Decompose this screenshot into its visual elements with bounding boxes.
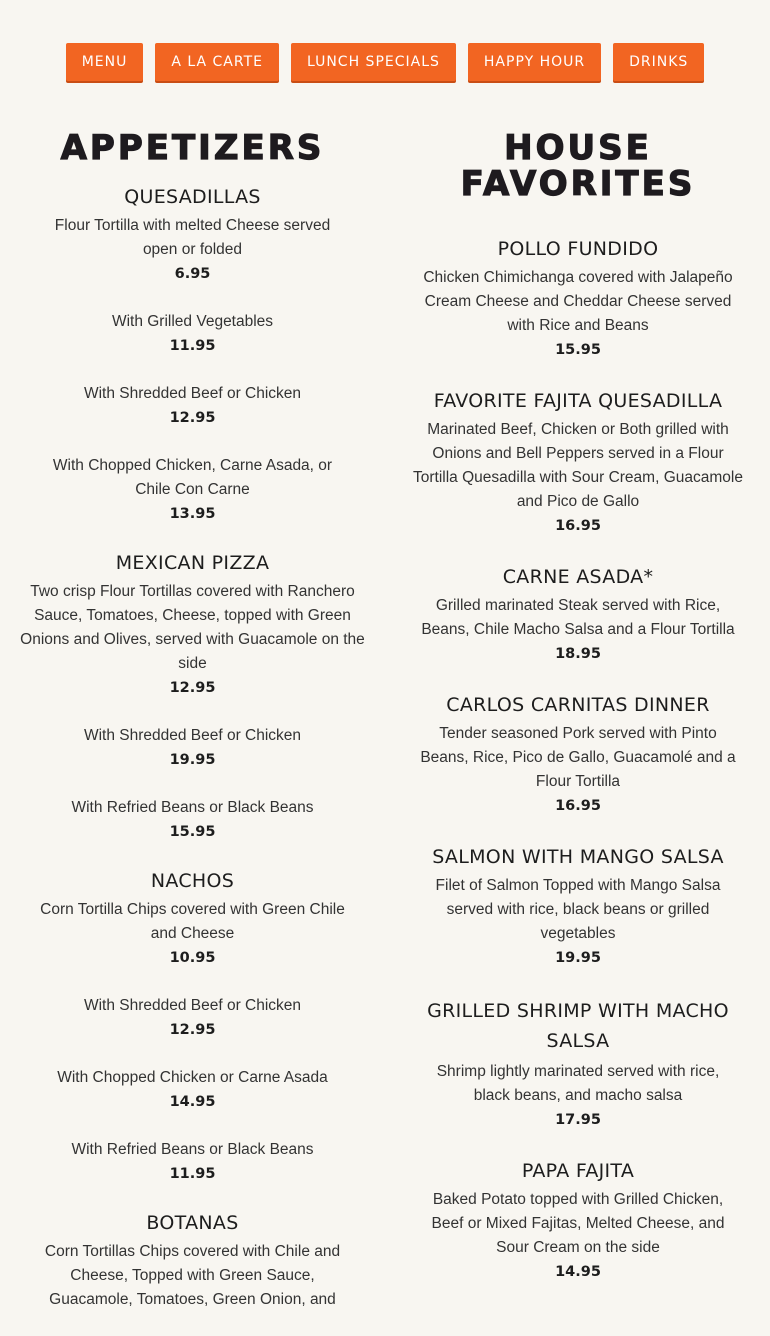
- item-name: QUESADILLAS: [124, 186, 261, 208]
- item-description: Grilled marinated Steak served with Rice, Beans, Chile Macho Salsa and a Flour Tortilla: [421, 597, 735, 638]
- menu-item-nachos: [20, 868, 365, 1186]
- item-variant: [20, 310, 365, 358]
- item-name: BOTANAS: [146, 1212, 239, 1234]
- menu-item-mexican-pizza: [20, 550, 365, 844]
- item-description: Two crisp Flour Tortillas covered with Ranchero Sauce, Tomatoes, Cheese, topped with Green Onions and Olives, served with Guacamole on the side: [20, 583, 365, 672]
- item-variant: [20, 724, 365, 772]
- variant-description: With Shredded Beef or Chicken: [83, 727, 302, 744]
- item-price: 14.95: [555, 1264, 601, 1280]
- item-description: Flour Tortilla with melted Cheese served open or folded: [54, 217, 331, 258]
- title-line: FAVORITES: [460, 164, 696, 204]
- variant-description: With Chopped Chicken, Carne Asada, or Chile Con Carne: [52, 457, 333, 498]
- appetizers-section: [20, 130, 365, 1336]
- item-variant: [20, 1066, 365, 1114]
- menu-item-carlos-carnitas-dinner: [408, 692, 748, 818]
- item-name: CARNE ASADA*: [502, 566, 654, 588]
- variant-price: 13.95: [169, 506, 216, 522]
- item-description: Tender seasoned Pork served with Pinto Beans, Rice, Pico de Gallo, Guacamolé and a Flour Tortilla: [420, 725, 736, 790]
- item-variant: [20, 796, 365, 844]
- house-favorites-title: [408, 130, 748, 202]
- item-name: SALMON WITH MANGO SALSA: [432, 846, 724, 868]
- variant-price: 14.95: [169, 1094, 216, 1110]
- variant-price: 19.95: [169, 752, 216, 768]
- item-name: GRILLED SHRIMP WITH MACHO SALSA: [427, 1000, 729, 1052]
- item-description: Filet of Salmon Topped with Mango Salsa served with rice, black beans or grilled vegetables: [435, 877, 721, 942]
- item-price: 17.95: [555, 1112, 601, 1128]
- item-name: NACHOS: [150, 870, 235, 892]
- variant-description: With Refried Beans or Black Beans: [71, 1141, 314, 1158]
- menu-item-quesadillas: [20, 184, 365, 526]
- house-favorites-section: [408, 130, 748, 1310]
- item-description: Baked Potato topped with Grilled Chicken, Beef or Mixed Fajitas, Melted Cheese, and Sour Cream on the side: [431, 1191, 725, 1256]
- item-name: FAVORITE FAJITA QUESADILLA: [433, 390, 723, 412]
- variant-description: With Refried Beans or Black Beans: [71, 799, 314, 816]
- item-variant: [20, 994, 365, 1042]
- variant-price: 15.95: [169, 824, 216, 840]
- tab-drinks[interactable]: DRINKS: [613, 43, 704, 81]
- tab-happy-hour[interactable]: HAPPY HOUR: [468, 43, 601, 81]
- variant-price: 12.95: [169, 1022, 216, 1038]
- item-name: POLLO FUNDIDO: [497, 238, 659, 260]
- menu-item-pollo-fundido: [408, 236, 748, 362]
- appetizers-title: APPETIZERS: [60, 128, 325, 168]
- variant-price: 12.95: [169, 410, 216, 426]
- item-price: 15.95: [555, 342, 601, 358]
- menu-item-papa-fajita: [408, 1158, 748, 1284]
- item-price: 19.95: [555, 950, 601, 966]
- item-price: 16.95: [555, 518, 601, 534]
- item-price: 10.95: [169, 950, 216, 966]
- menu-item-carne-asada: [408, 564, 748, 666]
- item-variant: [20, 454, 365, 526]
- tab-a-la-carte[interactable]: A LA CARTE: [155, 43, 279, 81]
- item-name: MEXICAN PIZZA: [115, 552, 270, 574]
- item-name: PAPA FAJITA: [521, 1160, 635, 1182]
- variant-price: 11.95: [169, 1166, 216, 1182]
- variant-description: With Grilled Vegetables: [111, 313, 274, 330]
- item-price: 16.95: [555, 798, 601, 814]
- item-description: Corn Tortillas Chips covered with Chile and Cheese, Topped with Green Sauce, Guacamole, Tomatoes, Green Onion, and: [44, 1243, 341, 1308]
- variant-description: With Shredded Beef or Chicken: [83, 997, 302, 1014]
- tab-lunch-specials[interactable]: LUNCH SPECIALS: [291, 43, 456, 81]
- item-description: Marinated Beef, Chicken or Both grilled with Onions and Bell Peppers served in a Flour Tortilla Quesadilla with Sour Cream, Guacamole and Pico de Gallo: [413, 421, 743, 510]
- item-price: 18.95: [555, 646, 601, 662]
- menu-item-favorite-fajita-quesadilla: [408, 388, 748, 538]
- menu-tabs: [0, 43, 770, 81]
- variant-price: 11.95: [169, 338, 216, 354]
- item-name: CARLOS CARNITAS DINNER: [446, 694, 710, 716]
- title-line: HOUSE: [504, 128, 652, 168]
- menu-item-salmon-with-mango-salsa: [408, 844, 748, 970]
- item-variant: [20, 1138, 365, 1186]
- tab-menu[interactable]: MENU: [66, 43, 144, 81]
- item-description: Chicken Chimichanga covered with Jalapeño Cream Cheese and Cheddar Cheese served with Rice and Beans: [423, 269, 733, 334]
- item-price: 12.95: [169, 680, 216, 696]
- variant-description: With Shredded Beef or Chicken: [83, 385, 302, 402]
- variant-description: With Chopped Chicken or Carne Asada: [57, 1069, 328, 1086]
- item-price: 6.95: [174, 266, 211, 282]
- item-variant: [20, 382, 365, 430]
- menu-item-grilled-shrimp-with-macho-salsa: [408, 996, 748, 1132]
- menu-item-botanas: [20, 1210, 365, 1312]
- item-description: Corn Tortilla Chips covered with Green Chile and Cheese: [40, 901, 345, 942]
- item-description: Shrimp lightly marinated served with rice, black beans, and macho salsa: [436, 1063, 720, 1104]
